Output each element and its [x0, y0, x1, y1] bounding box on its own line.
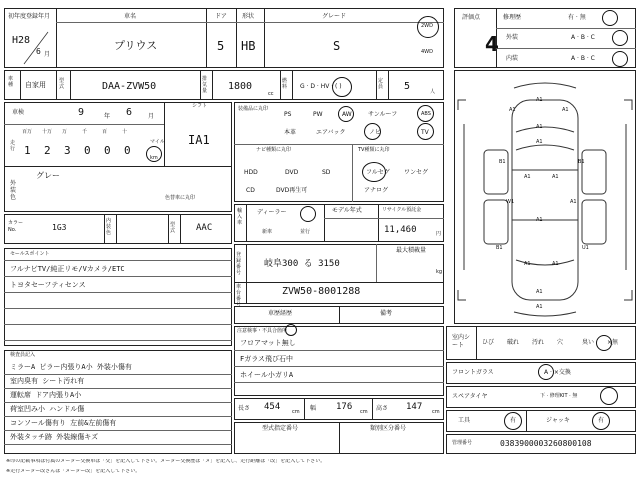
ext-color-value: グレー — [36, 171, 60, 180]
divider — [292, 70, 293, 100]
tv-fullseg: フルセグ — [366, 169, 390, 176]
glass-label: フロントガラス — [452, 369, 494, 376]
wheelbase-label: 型式 — [170, 222, 176, 234]
navi-label: ナビ種類に丸印 — [256, 147, 292, 153]
divider — [234, 366, 444, 367]
reg-slash — [4, 28, 64, 68]
equip-ps: PS — [284, 111, 292, 118]
max-load-unit: kg — [436, 269, 443, 275]
check-line: フロアマット無し — [240, 339, 296, 347]
divider — [378, 204, 379, 242]
model-label: 型式 — [59, 78, 65, 90]
color-no-value: 1G3 — [52, 223, 67, 232]
car-diagram — [454, 70, 636, 324]
2wd-label: 2WD — [421, 23, 433, 29]
equip-tv: TV — [421, 129, 429, 136]
diagram-label: B1 — [499, 159, 506, 165]
divider — [264, 8, 265, 68]
dealer-parallel: 並行 — [300, 229, 311, 235]
grade-value: S — [333, 39, 341, 53]
seat-item: ひび — [482, 339, 495, 346]
tv-analog: アナログ — [364, 187, 389, 194]
recycle-value: 11,460 — [384, 225, 417, 235]
inspection-label: 車検 — [12, 109, 25, 116]
odometer-digit: 0 — [104, 144, 111, 157]
divider — [168, 214, 169, 244]
divider — [4, 416, 232, 417]
spare-value: 下 · 修理KIT · 無 — [540, 393, 578, 399]
odometer-digit: 0 — [124, 144, 131, 157]
doors-label: ドア — [215, 13, 227, 20]
width-label: 幅 — [310, 405, 317, 412]
sales-box — [4, 248, 232, 346]
model-value: DAA-ZVW50 — [102, 81, 157, 92]
dealer-circle — [300, 206, 316, 222]
mgmt-value: 0383900003260800108 — [500, 439, 592, 448]
divider — [376, 70, 377, 100]
diagram-label: A1 — [536, 124, 543, 130]
divider — [4, 276, 232, 277]
height-label: 高さ — [376, 405, 389, 412]
seat-item: 穴 — [557, 339, 564, 346]
shift-label: シフト — [192, 103, 208, 109]
width-value: 176 — [336, 402, 353, 412]
diagram-label: A1 — [536, 217, 543, 223]
divider — [352, 144, 353, 202]
divider — [476, 326, 477, 360]
body-type-value: HB — [241, 39, 256, 53]
odometer-header: 百 — [102, 129, 108, 135]
height-value: 147 — [406, 402, 423, 412]
fuel-hv-circle — [332, 77, 352, 97]
divider — [246, 244, 247, 304]
body-type-label: 形状 — [242, 13, 255, 20]
car-type-value: 自家用 — [25, 81, 46, 89]
divider — [234, 350, 444, 351]
car-name-value: プリウス — [114, 39, 158, 52]
odometer-header: 千 — [82, 129, 88, 135]
eval-label: 評価点 — [462, 14, 481, 21]
odometer-label: 走行 — [10, 140, 16, 152]
divider — [4, 260, 232, 261]
equip-label: 装備品に丸印 — [238, 106, 269, 112]
reg-month-value: 6 — [36, 47, 41, 56]
eval-value: 4 — [485, 32, 499, 56]
diagram-label: W1 — [506, 199, 515, 205]
diagram-label: A1 — [570, 199, 577, 205]
divider — [4, 388, 232, 389]
diagram-label: A1 — [536, 289, 543, 295]
divider — [246, 204, 247, 242]
model-year-label: モデル年式 — [332, 207, 362, 214]
length-label: 長さ — [238, 405, 251, 412]
divider — [4, 340, 232, 341]
sales-label: セールスポイント — [10, 251, 50, 257]
car-type-label: 車種 — [8, 76, 14, 88]
divider — [4, 430, 232, 431]
divider — [372, 398, 373, 420]
mgmt-label: 管理番号 — [452, 440, 473, 446]
divider — [4, 292, 232, 293]
mile-label: マイル — [150, 139, 165, 145]
divider — [234, 382, 444, 383]
divider — [4, 166, 232, 167]
inspector-line: コンソール傷有り 左前&左前傷有 — [10, 419, 117, 427]
tv-fullseg-circle — [362, 162, 386, 182]
repair-opts: 有 · 無 — [568, 14, 586, 21]
odometer-header: 万 — [62, 129, 68, 135]
equip-navi-circle — [364, 123, 381, 140]
divider — [388, 70, 389, 100]
divider — [56, 22, 444, 23]
tools-value: 有 — [510, 417, 517, 424]
height-unit: cm — [432, 409, 440, 415]
inspector-line: ミラーA ピラー内張りA小 外装小傷有 — [10, 363, 132, 371]
max-load-label: 最大積載量 — [396, 247, 427, 254]
spare-none-circle — [600, 387, 618, 405]
divider — [280, 70, 281, 100]
inspection-year-unit: 年 — [104, 113, 111, 120]
odometer-digit: 0 — [84, 144, 91, 157]
exterior-label: 外装 — [506, 34, 519, 41]
reg-month-suffix: 月 — [44, 51, 51, 58]
divider — [304, 398, 305, 420]
interior-label: 内装 — [506, 55, 519, 62]
odometer-header: 十万 — [42, 129, 53, 135]
interior-circle — [612, 51, 628, 67]
inspector-label: 検査員記入 — [10, 352, 36, 358]
divider — [116, 214, 117, 244]
odometer-header: 十 — [122, 129, 128, 135]
equip-tv-circle — [417, 123, 434, 140]
seat-item: ×無 — [607, 339, 619, 346]
divider — [200, 70, 201, 100]
inspection-box — [4, 102, 232, 212]
reg-no-label: 登録番号 — [236, 252, 242, 276]
disp-label: 排気量 — [202, 76, 208, 94]
cap-label: 定員 — [378, 78, 384, 90]
diagram-label: U1 — [582, 245, 589, 251]
seat-item: 破れ — [507, 339, 520, 346]
seat-item: 臭い — [582, 339, 595, 346]
divider — [4, 308, 232, 309]
divider — [339, 306, 340, 324]
divider — [206, 8, 207, 68]
diagram-label: B1 — [496, 245, 503, 251]
diagram-label: A1 — [552, 261, 559, 267]
footer-line-1: ※印の記載事項は付属のメーター交換車は「交」を記入して下さい。メーター交換歴は「メ」を記入し、走行距離は「改」を記入して下さい。 — [6, 459, 326, 464]
reg-year-label: 初年度登録年月 — [8, 13, 51, 20]
cap-value: 5 — [404, 81, 411, 92]
spare-label: スペアタイヤ — [452, 393, 488, 400]
fuel-value: G · D · HV · ( ) — [300, 83, 342, 90]
tools-label: 工具 — [458, 417, 471, 424]
check-label: 注意検事・不具合箇所 — [237, 328, 288, 334]
disp-unit: cc — [268, 91, 274, 97]
navi-dvd-play: DVD再生可 — [276, 187, 308, 194]
equip-sunroof: サンルーフ — [368, 111, 398, 118]
tv-label: TV種類に丸印 — [358, 147, 390, 153]
navi-cd: CD — [246, 187, 255, 194]
diagram-label: A1 — [536, 139, 543, 145]
divider — [236, 8, 237, 68]
check-line: Fガラス飛び石中 — [240, 355, 294, 363]
disp-value: 1800 — [228, 81, 253, 92]
glass-a-circle — [538, 364, 554, 380]
inspector-line: 荷室凹み小 ハンドル傷 — [10, 405, 85, 413]
shift-value: IA1 — [188, 133, 210, 147]
diagram-label: A1 — [536, 97, 543, 103]
chassis-label: 車台番号 — [236, 284, 242, 308]
glass-value: A · ×交換 — [544, 369, 571, 376]
divider — [70, 70, 71, 100]
divider — [496, 28, 636, 29]
divider — [324, 204, 325, 242]
equip-leather: 本革 — [284, 129, 297, 136]
inspection-year: 9 — [78, 107, 85, 118]
4wd-label: 4WD — [421, 49, 433, 55]
divider — [104, 214, 105, 244]
dealer-label: ディーラー — [257, 209, 287, 216]
equip-aw-circle — [338, 106, 354, 122]
repair-label: 修理歴 — [503, 14, 522, 21]
equip-aw: AW — [342, 111, 352, 118]
type-no-label: 型式指定番号 — [262, 425, 299, 432]
divider — [212, 70, 213, 100]
repair-circle — [602, 10, 618, 26]
km-circle — [146, 146, 162, 162]
footer-line-2: ※走行メーター改ざんは「メーター改」を記入して下さい。 — [6, 469, 141, 474]
memo2-label: 備考 — [380, 310, 393, 317]
divider — [234, 144, 444, 145]
diagram-label: A1 — [536, 304, 543, 310]
divider — [180, 214, 181, 244]
diagram-label: A1 — [524, 174, 531, 180]
ext-color-label: 外装色 — [10, 180, 17, 202]
diagram-label: A1 — [509, 107, 516, 113]
odometer-digit: 2 — [44, 144, 51, 157]
tools-circle — [504, 412, 522, 430]
width-unit: cm — [360, 409, 368, 415]
divider — [234, 282, 444, 283]
equip-navi: ノビ — [369, 129, 382, 136]
equip-abs: ABS — [421, 111, 431, 117]
odometer-unit: km — [150, 155, 158, 161]
seat-label: 室内シート — [452, 334, 471, 349]
diagram-label: A1 — [524, 261, 531, 267]
inspector-line: 運転席 ドア内張りA小 — [10, 391, 82, 399]
check-circle — [285, 324, 297, 336]
divider — [496, 48, 636, 49]
divider — [526, 410, 527, 432]
int-color-label: 内装色 — [106, 218, 112, 236]
equip-abs-circle — [417, 105, 434, 122]
length-value: 454 — [264, 402, 281, 412]
divider — [4, 324, 232, 325]
equip-airbag: エアバック — [316, 129, 346, 136]
jack-circle — [592, 412, 610, 430]
divider — [164, 102, 165, 166]
grade-label: グレード — [322, 13, 347, 20]
doors-value: 5 — [217, 39, 225, 53]
divider — [339, 422, 340, 454]
odometer-digit: 1 — [24, 144, 31, 157]
divider — [4, 374, 232, 375]
color-change-note: 色替車に丸印 — [165, 195, 196, 201]
diagram-label: A1 — [562, 107, 569, 113]
class-no-label: 類別区分番号 — [370, 425, 407, 432]
diagram-label: B1 — [578, 159, 585, 165]
chassis-value: ZVW50-8001288 — [282, 286, 361, 297]
seat-item: 汚れ — [532, 339, 545, 346]
cap-unit: 人 — [430, 89, 436, 95]
inspector-line: 外装タッチ跡 外装線傷キズ — [10, 433, 99, 441]
sales-line: フルナビTV/純正リモ/Vカメラ/ETC — [10, 265, 125, 273]
navi-hdd: HDD — [244, 169, 258, 176]
odometer-digit: 3 — [64, 144, 71, 157]
jack-value: 有 — [598, 417, 605, 424]
reg-no-value: 岐阜300 る 3150 — [264, 259, 340, 269]
inspector-line: 室内臭有 シート汚れ有 — [10, 377, 85, 385]
color-no-label: カラーNo. — [8, 220, 24, 233]
memo-label: 車歴経歴 — [268, 310, 293, 317]
car-name-label: 車名 — [124, 13, 137, 20]
exterior-circle — [612, 30, 628, 46]
sales-line: トヨタセーフティセンス — [10, 281, 86, 289]
navi-sd: SD — [322, 169, 331, 176]
divider — [56, 70, 57, 100]
divider — [324, 218, 444, 219]
diagram-label: A1 — [552, 174, 559, 180]
odometer-header: 百万 — [22, 129, 33, 135]
inspection-month: 6 — [126, 107, 133, 118]
divider — [20, 70, 21, 100]
recycle-unit: 円 — [436, 231, 442, 237]
reg-year-value: H28 — [12, 35, 31, 46]
divider — [4, 444, 232, 445]
check-line: ホイール小ガリA — [240, 371, 294, 379]
recycle-label: リサイクル預託金 — [382, 207, 422, 213]
divider — [4, 124, 164, 125]
dealer-new: 新車 — [262, 229, 273, 235]
exterior-opts: A · B · C — [571, 34, 595, 41]
jack-label: ジャッキ — [546, 417, 570, 424]
navi-dvd: DVD — [285, 169, 299, 176]
wheelbase-value: AAC — [196, 223, 213, 233]
dealer-side-label: 輸入車 — [237, 208, 243, 226]
divider — [4, 402, 232, 403]
fuel-label: 燃料 — [282, 78, 288, 90]
length-unit: cm — [292, 409, 300, 415]
inspection-month-unit: 月 — [148, 113, 155, 120]
divider — [376, 244, 377, 282]
tv-oneseg: ワンセグ — [404, 169, 429, 176]
interior-opts: A · B · C — [571, 55, 595, 62]
equip-pw: PW — [313, 111, 323, 118]
